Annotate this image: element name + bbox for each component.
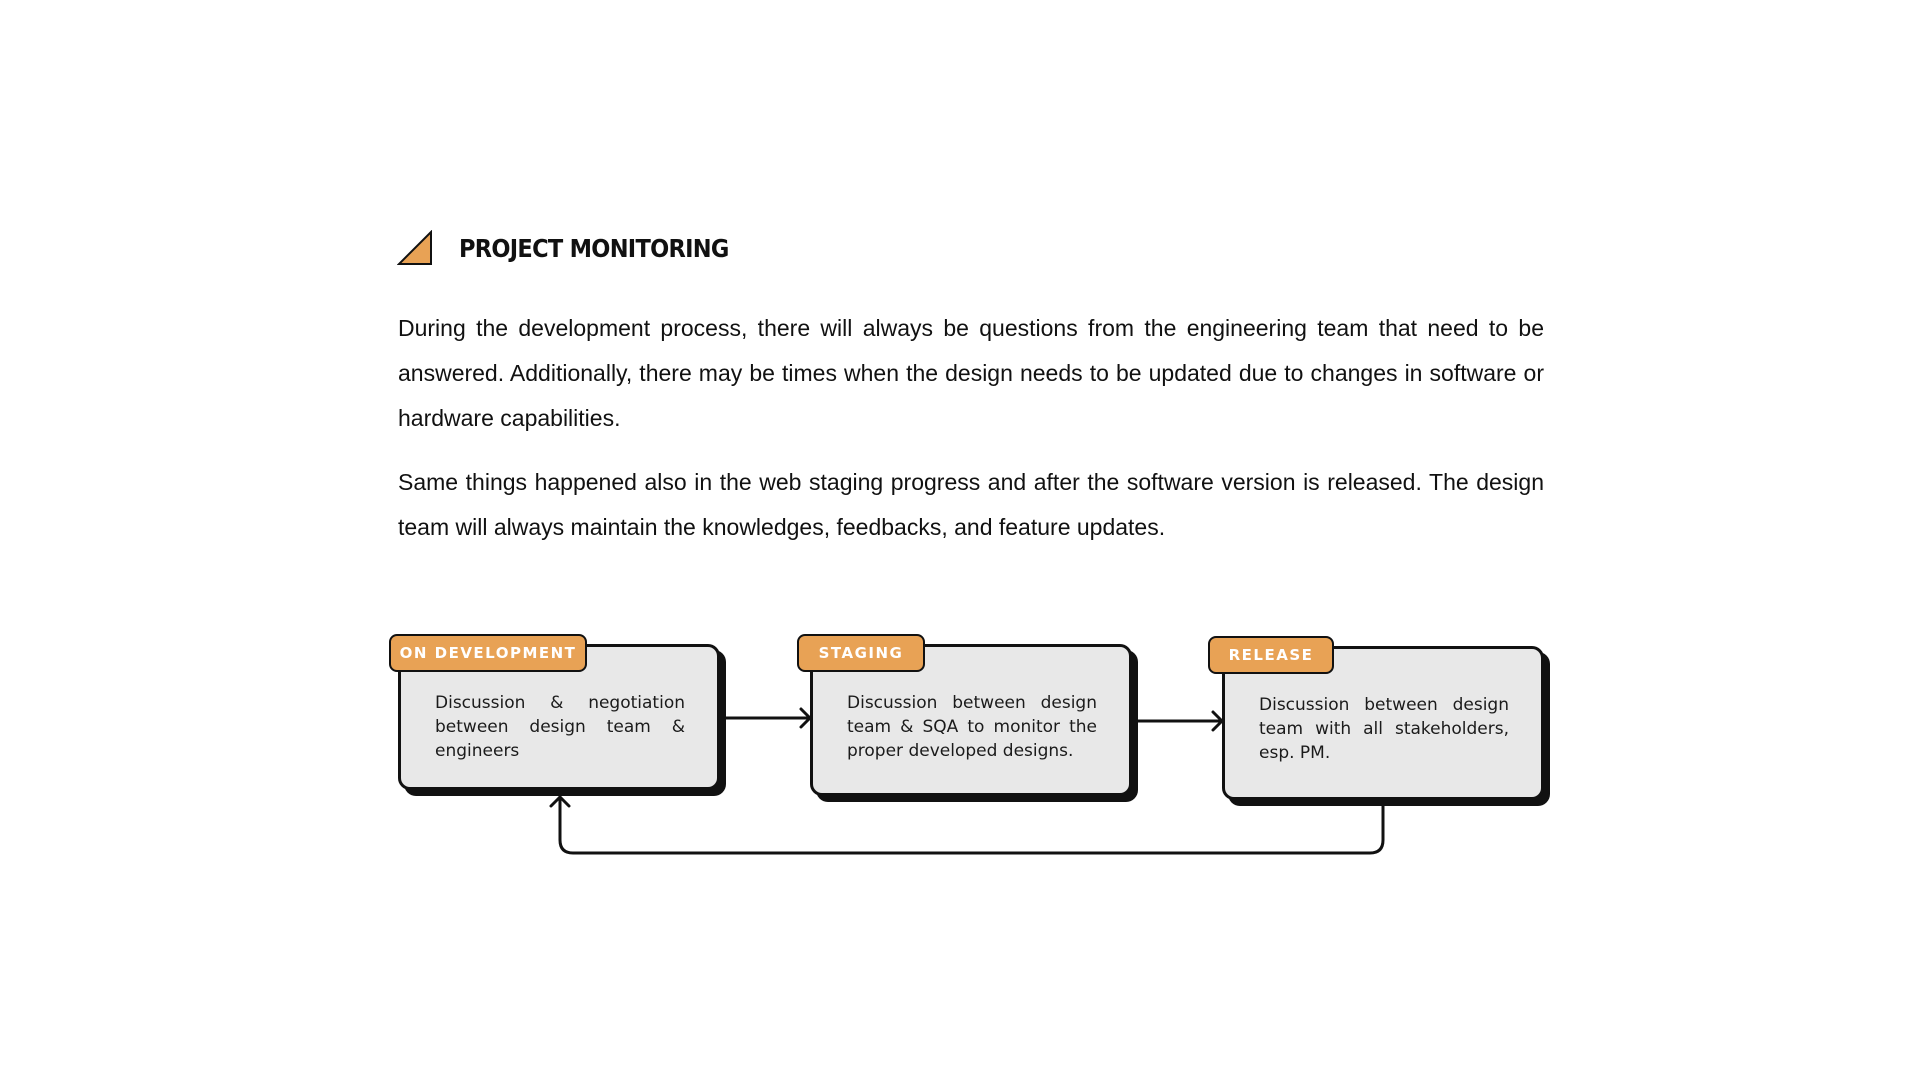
arrow-release-to-development (560, 797, 1383, 853)
paragraph-staging-release: Same things happened also in the web staging progress and after the software version is released. The design team will always maintain the knowledges, feedbacks, and feature updates. (398, 469, 1544, 540)
arrowhead-development (551, 797, 569, 806)
stage-label-on-development: ON DEVELOPMENT (389, 634, 587, 672)
paragraph-development-process: During the development process, there will always be questions from the engineering team that need to be answered. Additionally, there may be times when the design needs to be updated due to changes in software or hardware capabilities. (398, 315, 1544, 431)
stage-description: Discussion between design team with all stakeholders, esp. PM. (1259, 695, 1509, 763)
stage-label-staging: STAGING (797, 634, 925, 672)
section-header (397, 228, 759, 268)
stage-description: Discussion & negotiation between design team & engineers (435, 693, 685, 761)
arrowhead-staging (801, 709, 810, 727)
section-title: PROJECT MONITORING (459, 233, 729, 263)
stage-description: Discussion between design team & SQA to monitor the proper developed designs. (847, 693, 1097, 761)
triangle-icon (397, 230, 433, 266)
stage-label-release: RELEASE (1208, 636, 1334, 674)
arrowhead-release (1213, 712, 1222, 730)
